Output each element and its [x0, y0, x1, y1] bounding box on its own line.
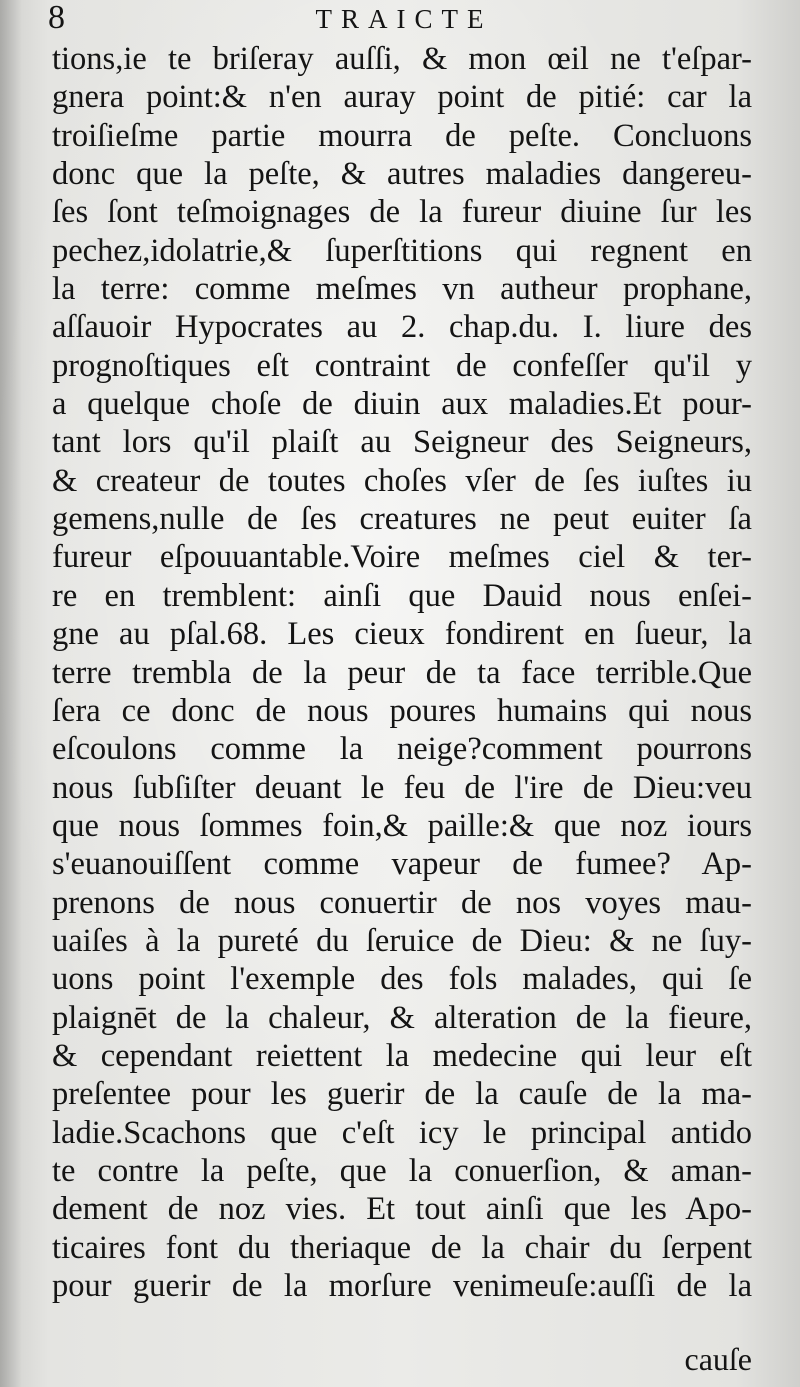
text-line: preſentee pour les guerir de la cauſe de la ma- [52, 1076, 752, 1113]
text-line: ſera ce donc de nous poures humains qui nous [52, 692, 752, 729]
text-line: ladie.Scachons que c'eſt icy le principal antido [52, 1114, 752, 1151]
text-line: troiſieſme partie mourra de peſte. Concluons [52, 117, 752, 154]
text-line: prenons de nous conuertir de nos voyes mau- [52, 884, 752, 921]
text-line: re en tremblent: ainſi que Dauid nous enſei- [52, 577, 752, 614]
text-line: & cependant reiettent la medecine qui leur eſt [52, 1037, 752, 1074]
text-line: tions,ie te briſeray auſſi, & mon œil ne t'eſpar- [52, 41, 752, 77]
body-text [52, 40, 752, 1305]
page-number: 8 [48, 0, 65, 36]
text-line: uaiſes à la pureté du ſeruice de Dieu: & ne ſuy- [52, 922, 752, 959]
text-line: s'euanouiſſent comme vapeur de fumee? Ap- [52, 846, 752, 883]
text-line: la terre: comme meſmes vn autheur prophane, [52, 271, 752, 308]
text-line: gemens,nulle de ſes creatures ne peut euiter ſa [52, 501, 752, 538]
text-line: que nous ſommes foin,& paille:& que noz iours [52, 807, 752, 844]
text-line: pechez,idolatrie,& ſuperſtitions qui regnent en [52, 232, 752, 269]
text-line: donc que la peſte, & autres maladies dangereu- [52, 156, 752, 193]
text-line: pour guerir de la morſure venimeuſe:auſſi de la [52, 1268, 752, 1304]
running-title: TRAICTE [315, 4, 493, 34]
text-line: ſes ſont teſmoignages de la fureur diuine ſur les [52, 194, 752, 231]
text-line: nous ſubſiſter deuant le feu de l'ire de Dieu:veu [52, 769, 752, 806]
text-line: fureur eſpouuantable.Voire meſmes ciel & ter- [52, 539, 752, 576]
text-line: aſſauoir Hypocrates au 2. chap.du. I. liure des [52, 309, 752, 346]
text-line: gne au pſal.68. Les cieux fondirent en ſueur, la [52, 616, 752, 653]
gutter-shadow [0, 0, 22, 1387]
text-line: uons point l'exemple des fols malades, qui ſe [52, 961, 752, 998]
text-line: tant lors qu'il plaiſt au Seigneur des Seigneurs, [52, 424, 752, 461]
text-line: dement de noz vies. Et tout ainſi que les Apo- [52, 1191, 752, 1228]
text-line: terre trembla de la peur de ta face terrible.Que [52, 654, 752, 691]
text-line: ticaires font du theriaque de la chair du ſerpent [52, 1229, 752, 1266]
text-line: eſcoulons comme la neige?comment pourrons [52, 731, 752, 768]
text-line: prognoſtiques eſt contraint de confeſſer qu'il y [52, 347, 752, 384]
text-line: & createur de toutes choſes vſer de ſes iuſtes iu [52, 462, 752, 499]
text-line: plaignēt de la chaleur, & alteration de la fieure, [52, 999, 752, 1036]
running-head [0, 0, 800, 40]
text-line: te contre la peſte, que la conuerſion, & aman- [52, 1152, 752, 1189]
text-line: a quelque choſe de diuin aux maladies.Et pour- [52, 386, 752, 423]
catchword: cauſe [684, 1341, 752, 1377]
text-line: gnera point:& n'en auray point de pitié: car la [52, 79, 752, 116]
